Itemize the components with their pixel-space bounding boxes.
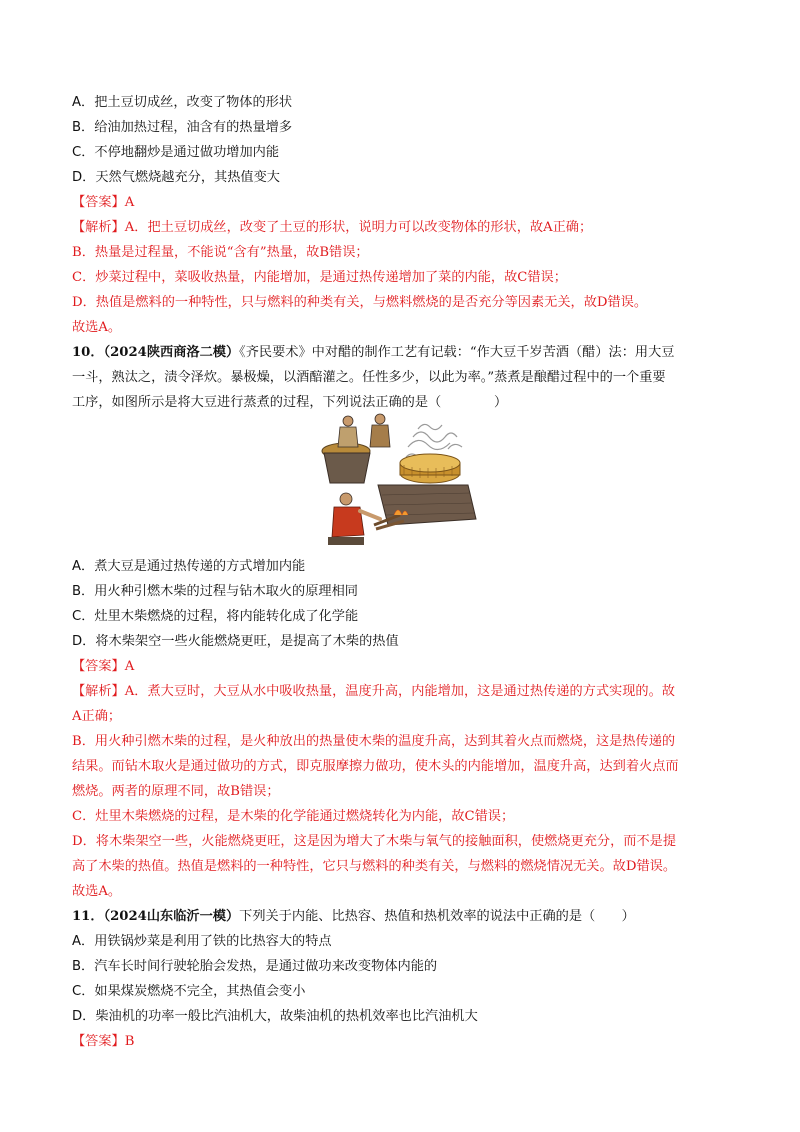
q10-analysis-line: 燃烧。两者的原理不同，故B错误；	[72, 784, 280, 799]
q10-number: 10．	[72, 345, 104, 360]
q10-analysis-line: D．将木柴架空一些，火能燃烧更旺，这是因为增大了木柴与氧气的接触面积，使燃烧更充分，而不是提	[72, 834, 677, 849]
q11-option-d: D．柴油机的功率一般比汽油机大，故柴油机的热机效率也比汽油机大	[72, 1009, 478, 1024]
q11-option-c: C．如果煤炭燃烧不完全，其热值会变小	[72, 984, 306, 999]
steam-icon	[406, 424, 462, 457]
q10-stem-line: 一斗，熟汰之，渍令泽炊。暴极燥，以酒醅灌之。任性多少，以此为率。”蒸煮是酿醋过程中的一个重要	[72, 370, 666, 385]
q10-analysis-line: 【解析】A．煮大豆时，大豆从水中吸收热量，温度升高，内能增加，这是通过热传递的方式实现的。故	[72, 684, 675, 699]
q10-analysis-line: 结果。而钻木取火是通过做功的方式，即克服摩擦力做功，使木头的内能增加，温度升高，达到着火点而	[72, 759, 679, 774]
q9-option-c: C．不停地翻炒是通过做功增加内能	[72, 145, 280, 160]
fire-tender-figure-icon	[328, 493, 380, 545]
worker-figure-icon	[338, 414, 390, 447]
q11-source: （2024山东临沂一模）	[103, 909, 240, 924]
q11-option-b: B．汽车长时间行驶轮胎会发热，是通过做功来改变物体内能的	[72, 959, 438, 974]
q9-analysis-line: D．热值是燃料的一种特性，只与燃料的种类有关，与燃料燃烧的是否充分等因素无关，故D错误。	[72, 295, 648, 310]
q10-source: （2024陕西商洛二模）	[103, 345, 240, 360]
q10-option-b: B．用火种引燃木柴的过程与钻木取火的原理相同	[72, 584, 358, 599]
q10-option-c: C．灶里木柴燃烧的过程，将内能转化成了化学能	[72, 609, 359, 624]
q10-stem-line	[72, 344, 732, 362]
q10-analysis-line: 故选A。	[72, 884, 122, 899]
q11-stem-line	[72, 908, 732, 926]
q10-analysis-line: B．用火种引燃木柴的过程，是火种放出的热量使木柴的温度升高，达到其着火点而燃烧，这是热传递的	[72, 734, 676, 749]
q9-analysis-line: C．炒菜过程中，菜吸收热量，内能增加，是通过热传递增加了菜的内能，故C错误；	[72, 270, 567, 285]
q10-stem-text: 《齐民要术》中对醋的制作工艺有记载：“作大豆千岁苦酒（醋）法：用大豆	[239, 345, 675, 360]
q9-option-b: B．给油加热过程，油含有的热量增多	[72, 120, 293, 135]
q10-analysis-line: 高了木柴的热值。热值是燃料的一种特性，它只与燃料的种类有关，与燃料的燃烧情况无关。故D错误。	[72, 859, 677, 874]
q10-stem-line: 工序，如图所示是将大豆进行蒸煮的过程，下列说法正确的是（ ）	[72, 395, 508, 410]
soybean-steaming-illustration	[318, 407, 478, 553]
q9-option-a: A．把土豆切成丝，改变了物体的形状	[72, 95, 293, 110]
q10-answer: 【答案】A	[72, 659, 135, 674]
q9-option-d: D．天然气燃烧越充分，其热值变大	[72, 170, 280, 185]
q9-answer: 【答案】A	[72, 195, 135, 210]
q11-answer: 【答案】B	[72, 1034, 135, 1049]
q11-stem-text: 下列关于内能、比热容、热值和热机效率的说法中正确的是（ ）	[239, 909, 635, 924]
q11-number: 11．	[72, 909, 104, 924]
q11-option-a: A．用铁锅炒菜是利用了铁的比热容大的特点	[72, 934, 332, 949]
q9-analysis-line: 故选A。	[72, 320, 122, 335]
q10-analysis-line: C．灶里木柴燃烧的过程，是木柴的化学能通过燃烧转化为内能，故C错误；	[72, 809, 515, 824]
q10-option-a: A．煮大豆是通过热传递的方式增加内能	[72, 559, 306, 574]
q9-analysis-line: B．热量是过程量，不能说“含有”热量，故B错误；	[72, 245, 369, 260]
q9-analysis-line: 【解析】A．把土豆切成丝，改变了土豆的形状，说明力可以改变物体的形状，故A正确；	[72, 220, 593, 235]
q10-analysis-line: A正确；	[72, 709, 122, 724]
q10-option-d: D．将木柴架空一些火能燃烧更旺，是提高了木柴的热值	[72, 634, 399, 649]
